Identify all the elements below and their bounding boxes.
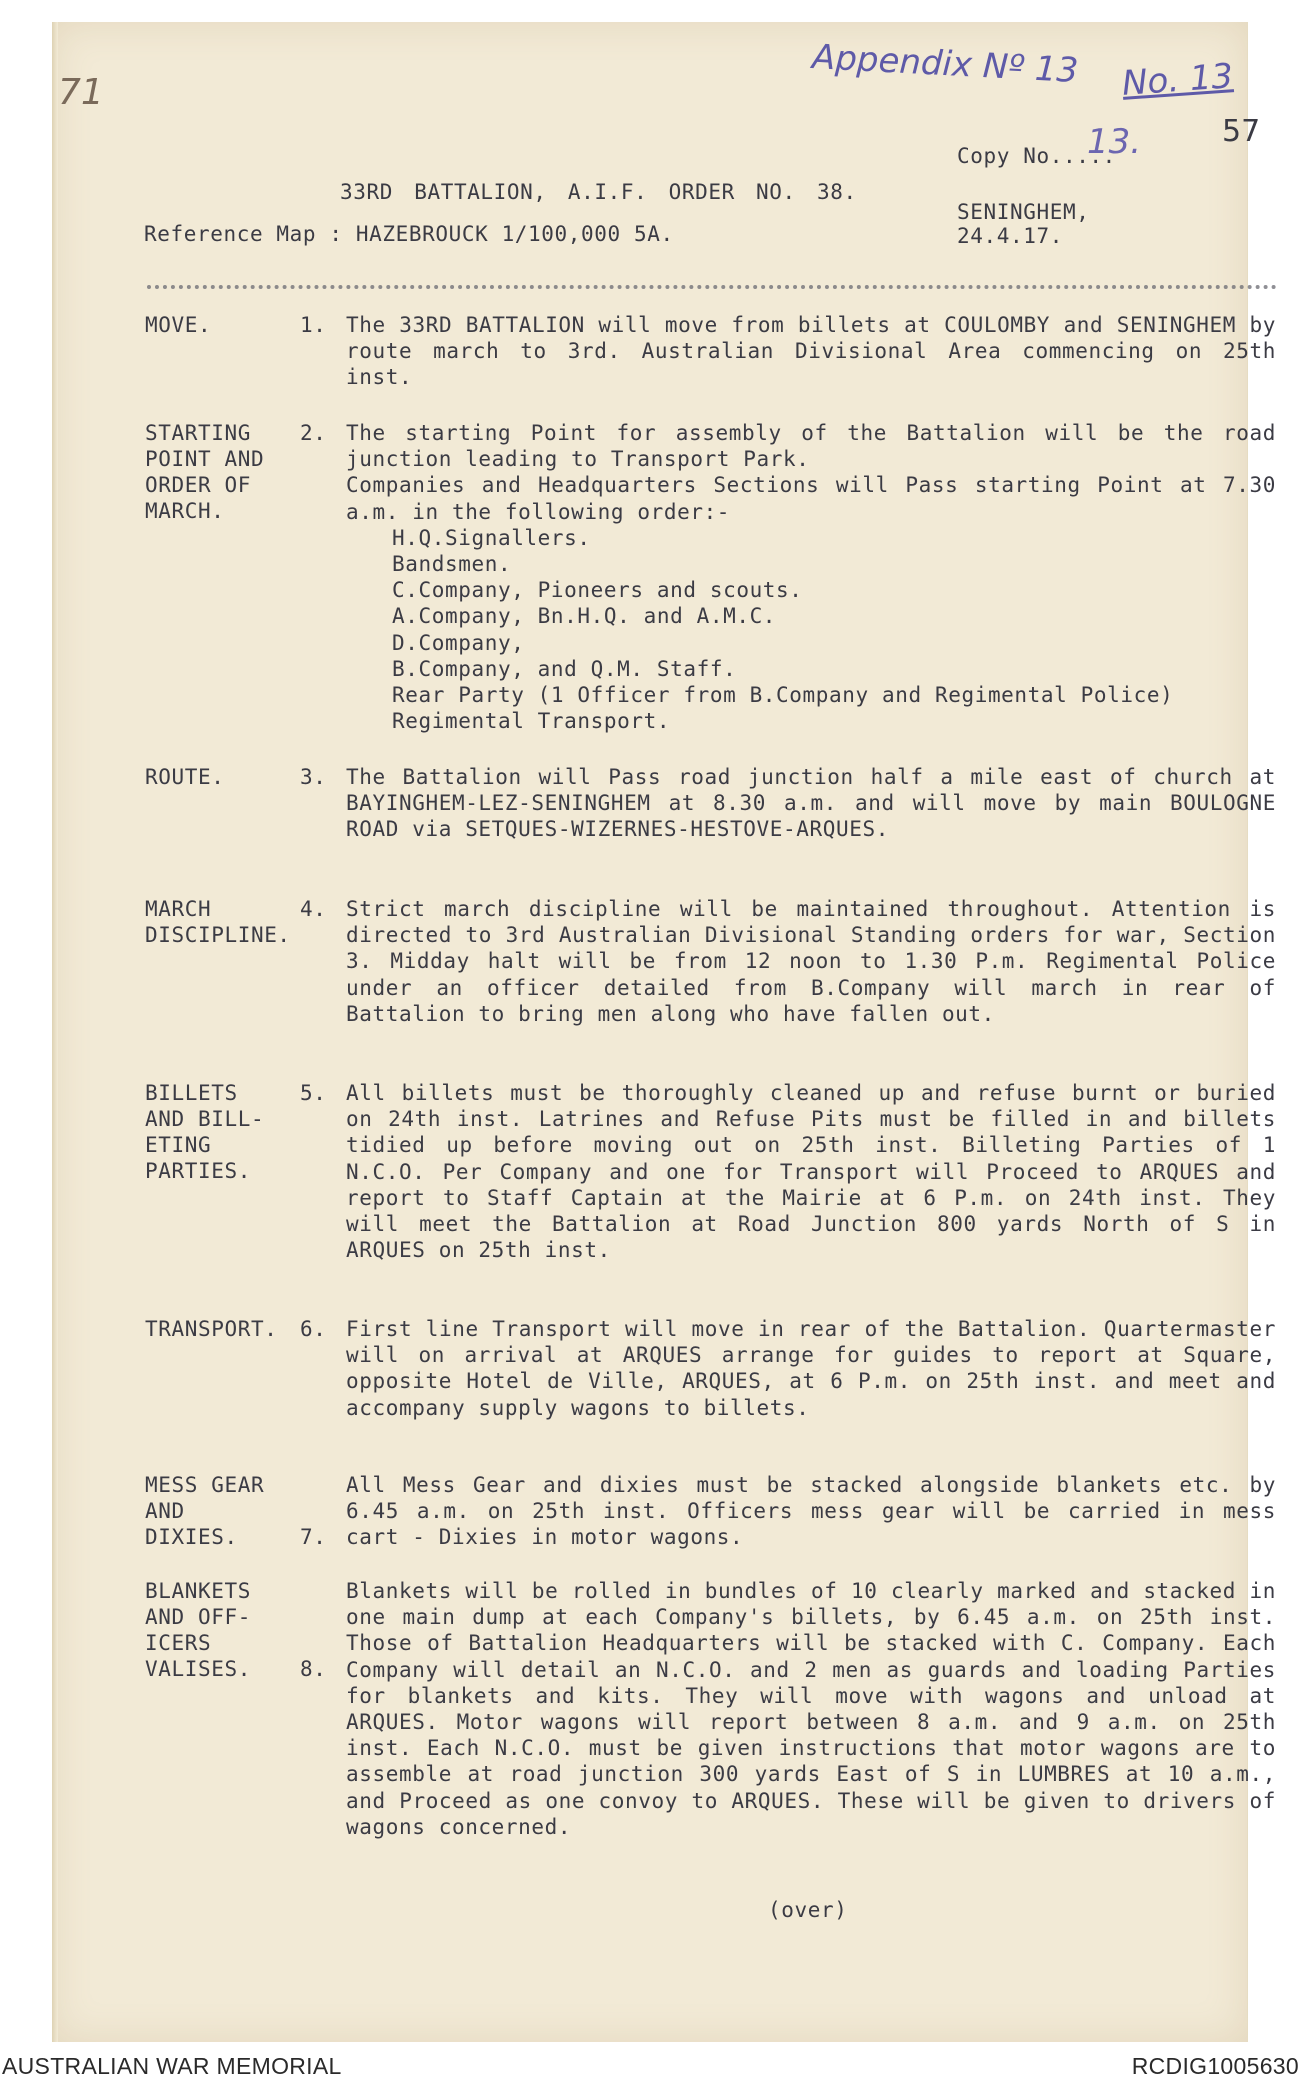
dotted-divider	[147, 285, 1277, 289]
section-number: 3.	[300, 765, 327, 789]
section-body	[346, 420, 1276, 734]
section-number: 8.	[300, 1657, 327, 1681]
list-item: B.Company, and Q.M. Staff.	[392, 656, 737, 681]
section-number: 1.	[300, 313, 327, 337]
section-paragraph: All billets must be thoroughly cleaned up and refuse burnt or buried on 24th inst. Latrines and Refuse Pits must be filled in and billets tidied up before moving out on 25th inst. Billeting Parties of 1 N.C.O. Per Company and one for Transport will Proceed to ARQUES and report to Staff Captain at the Mairie at 6 P.m. on 24th inst. They will meet the Battalion at Road Junction 800 yards North of S in ARQUES on 25th inst.	[346, 1081, 1276, 1263]
list-item: Rear Party (1 Officer from B.Company and Regimental Police)	[392, 683, 1174, 708]
footer-record-id: RCDIG1005630	[1131, 2053, 1299, 2079]
handwritten-corner-number: 71	[58, 72, 104, 113]
section-label: ROUTE.	[145, 765, 225, 789]
section-number: 5.	[300, 1081, 327, 1105]
section-paragraph: The Battalion will Pass road junction half a mile east of church at BAYINGHEM-LEZ-SENINGHEM at 8.30 a.m. and will move by main BOULOGNE ROAD via SETQUES-WIZERNES-HESTOVE-ARQUES.	[346, 765, 1276, 842]
place: SENINGHEM,	[957, 200, 1090, 224]
order-title: 33RD BATTALION, A.I.F. ORDER NO. 38.	[340, 180, 857, 204]
list-item: C.Company, Pioneers and scouts.	[392, 578, 803, 603]
section-label: TRANSPORT.	[145, 1317, 278, 1341]
section-body	[346, 312, 1276, 391]
section-label: MARCH DISCIPLINE.	[145, 897, 291, 947]
section-body	[346, 764, 1276, 843]
section-number: 7.	[300, 1525, 327, 1549]
handwritten-copy-number: 13.	[1087, 122, 1142, 162]
copy-no: Copy No.....	[957, 144, 1116, 168]
section-number: 6.	[300, 1317, 327, 1341]
section-paragraph: Strict march discipline will be maintained throughout. Attention is directed to 3rd Australian Divisional Standing orders for war, Section 3. Midday halt will be from 12 noon to 1.30 P.m. Regimental Police under an officer detailed from B.Company will march in rear of Battalion to bring men along who have fallen out.	[346, 897, 1276, 1026]
list-item: D.Company,	[392, 630, 525, 655]
section-label: STARTING POINT AND ORDER OF MARCH.	[145, 421, 265, 523]
section-label: BILLETS AND BILL- ETING PARTIES.	[145, 1081, 265, 1183]
handwritten-no: No. 13	[1120, 56, 1235, 104]
section-label: MESS GEAR AND DIXIES.	[145, 1473, 265, 1549]
section-body	[346, 1080, 1276, 1263]
march-order-list	[346, 525, 1276, 735]
handwritten-page-number: 57	[1222, 114, 1261, 149]
reference-map: Reference Map : HAZEBROUCK 1/100,000 5A.	[144, 222, 674, 246]
document-page	[52, 22, 1276, 2042]
section-body	[346, 1578, 1276, 1840]
footer-institution: AUSTRALIAN WAR MEMORIAL	[2, 2053, 342, 2079]
list-item: Bandsmen.	[392, 552, 512, 577]
list-item: H.Q.Signallers.	[392, 525, 591, 550]
section-number: 4.	[300, 897, 327, 921]
list-item: A.Company, Bn.H.Q. and A.M.C.	[392, 604, 777, 629]
section-label: MOVE.	[145, 313, 212, 337]
over-note: (over)	[768, 1898, 848, 1922]
section-body	[346, 896, 1276, 1027]
order-date: 24.4.17.	[957, 224, 1063, 248]
list-item: Regimental Transport.	[392, 709, 671, 734]
section-paragraph: The starting Point for assembly of the Battalion will be the road junction leading to Transport Park.	[346, 421, 1276, 472]
handwritten-appendix: Appendix Nº 13	[811, 37, 1080, 91]
section-body	[346, 1316, 1276, 1421]
section-paragraph: First line Transport will move in rear of the Battalion. Quartermaster will on arrival at ARQUES arrange for guides to report at Square, opposite Hotel de Ville, ARQUES, at 6 P.m. on 25th inst. and meet and accompany supply wagons to billets.	[346, 1317, 1276, 1420]
section-paragraph: Companies and Headquarters Sections will Pass starting Point at 7.30 a.m. in the following order:-	[346, 473, 1276, 524]
section-paragraph: All Mess Gear and dixies must be stacked alongside blankets etc. by 6.45 a.m. on 25th inst. Officers mess gear will be carried in mess cart - Dixies in motor wagons.	[346, 1473, 1276, 1550]
section-label: BLANKETS AND OFF- ICERS VALISES.	[145, 1579, 251, 1681]
section-paragraph: The 33RD BATTALION will move from billets at COULOMBY and SENINGHEM by route march to 3rd. Australian Divisional Area commencing on 25th inst.	[346, 313, 1276, 390]
section-number: 2.	[300, 421, 327, 445]
section-body	[346, 1472, 1276, 1551]
section-paragraph: Blankets will be rolled in bundles of 10 clearly marked and stacked in one main dump at each Company's billets, by 6.45 a.m. on 25th inst. Those of Battalion Headquarters will be stacked with C. Company. Each Company will detail an N.C.O. and 2 men as guards and loading Parties for blankets and kits. They will move with wagons and unload at ARQUES. Motor wagons will report between 8 a.m. and 9 a.m. on 25th inst. Each N.C.O. must be given instructions that motor wagons are to assemble at road junction 300 yards East of S in LUMBRES at 10 a.m., and Proceed as one convoy to ARQUES. These will be given to drivers of wagons concerned.	[346, 1579, 1276, 1839]
